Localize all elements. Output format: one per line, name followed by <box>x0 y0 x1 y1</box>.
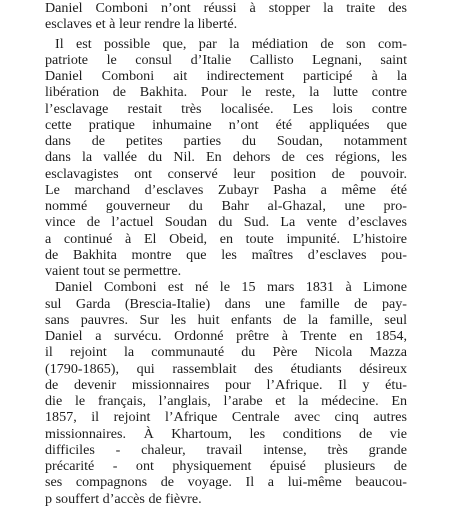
paragraph-2 <box>45 36 407 280</box>
paragraph-1 <box>45 0 407 33</box>
text-line: difficiles - chaleur, travail intense, très grande <box>45 441 407 458</box>
text-line: l’esclavage restait très localisée. Les lois contre <box>45 100 407 117</box>
text-line: sul Garda (Brescia-Italie) dans une famille de pay- <box>45 295 407 312</box>
paragraph-3 <box>45 279 407 507</box>
text-line: p souffert d’accès de fièvre. <box>45 490 202 507</box>
text-line: 1857, il rejoint l’Afrique Centrale avec cinq autres <box>45 409 407 426</box>
text-line: die le français, l’anglais, l’arabe et la médecine. En <box>45 393 407 409</box>
text-line: a continué à El Obeid, en toute impunité. L’histoire <box>45 230 407 247</box>
text-line: dans la vallée du Nil. En dehors de ces régions, les <box>45 149 407 166</box>
book-page-text <box>45 0 407 507</box>
text-line: vaient tout se permettre. <box>45 263 182 279</box>
text-line: vince de l’actuel Soudan du Sud. La vente d’esclaves <box>45 214 407 231</box>
text-line: nommé gouverneur du Bahr al-Ghazal, une pro- <box>45 198 407 214</box>
text-line: précarité - ont physiquement épuisé plusieurs de <box>45 458 407 474</box>
text-line: missionnaires. À Khartoum, les conditions de vie <box>45 425 407 442</box>
text-line: Daniel a survécu. Ordonné prêtre à Trente en 1854, <box>45 328 407 344</box>
text-line: Il est possible que, par la médiation de son com- <box>55 35 407 52</box>
text-line: cette pratique inhumaine n’ont été appliquées que <box>45 116 407 133</box>
text-line: Daniel Comboni ait indirectement participé à la <box>45 68 407 84</box>
text-line: dans de petites parties du Soudan, notamment <box>45 133 407 149</box>
text-line: Le marchand d’esclaves Zubayr Pasha a même été <box>45 181 407 198</box>
text-line: sans pauvres. Sur les huit enfants de la famille, seul <box>45 311 407 328</box>
text-line: esclaves et à leur rendre la liberté. <box>45 16 238 33</box>
text-line: Daniel Comboni n’ont réussi à stopper la traite des <box>45 0 407 16</box>
text-line: de devenir missionnaires pour l’Afrique. Il y étu- <box>45 376 407 393</box>
text-line: de Bakhita montre que les maîtres d’esclaves pou- <box>45 246 407 263</box>
text-line: libération de Bakhita. Pour le reste, la lutte contre <box>45 84 407 101</box>
text-line: (1790-1865), qui rassemblait des étudiants désireux <box>45 360 407 377</box>
text-line: il rejoint la communauté du Père Nicola Mazza <box>45 344 407 361</box>
text-line: Daniel Comboni est né le 15 mars 1831 à Limone <box>55 279 407 296</box>
text-line: ses compagnons de voyage. Il a lui-même beaucou- <box>45 474 407 491</box>
text-line: esclavagistes ont conservé leur position de pouvoir. <box>45 165 407 182</box>
text-line: patriote le consul d’Italie Callisto Legnani, saint <box>45 51 407 68</box>
